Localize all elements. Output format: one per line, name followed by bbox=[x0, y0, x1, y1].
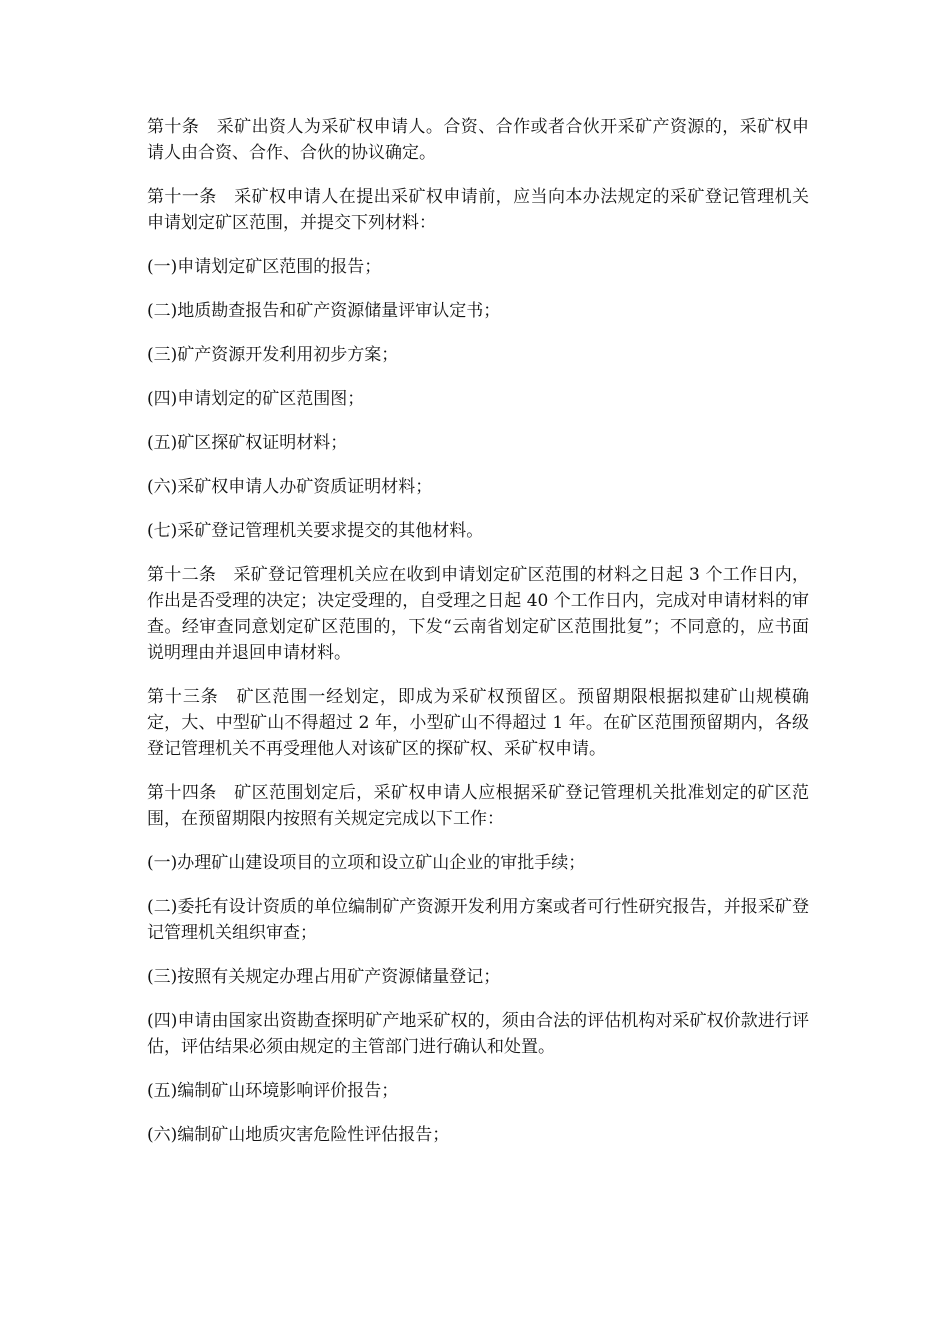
article-14-item-4: (四)申请由国家出资勘查探明矿产地采矿权的，须由合法的评估机构对采矿权价款进行评估，评估结果必须由规定的主管部门进行确认和处置。 bbox=[147, 1011, 809, 1057]
article-11-item-2: (二)地质勘查报告和矿产资源储量评审认定书； bbox=[147, 301, 501, 321]
document-body bbox=[147, 114, 809, 1166]
article-11-item-6: (六)采矿权申请人办矿资质证明材料； bbox=[147, 477, 433, 497]
article-11-item-5: (五)矿区探矿权证明材料； bbox=[147, 433, 348, 453]
article-14-item-2: (二)委托有设计资质的单位编制矿产资源开发利用方案或者可行性研究报告，并报采矿登记管理机关组织审查； bbox=[147, 897, 809, 943]
article-11-item-3: (三)矿产资源开发利用初步方案； bbox=[147, 345, 399, 365]
article-14-item-5: (五)编制矿山环境影响评价报告； bbox=[147, 1081, 399, 1101]
article-11-item-7: (七)采矿登记管理机关要求提交的其他材料。 bbox=[147, 521, 484, 541]
article-14-item-1: (一)办理矿山建设项目的立项和设立矿山企业的审批手续； bbox=[147, 853, 586, 873]
article-12: 第十二条 采矿登记管理机关应在收到申请划定矿区范围的材料之日起 3 个工作日内，作出是否受理的决定；决定受理的，自受理之日起 40 个工作日内，完成对申请材料的审查。经审查同意划定矿区范围的，下发“云南省划定矿区范围批复”；不同意的，应书面说明理由并退回申请材料。 bbox=[147, 565, 809, 663]
article-10: 第十条 采矿出资人为采矿权申请人。合资、合作或者合伙开采矿产资源的，采矿权申请人由合资、合作、合伙的协议确定。 bbox=[147, 117, 809, 163]
article-14-item-6: (六)编制矿山地质灾害危险性评估报告； bbox=[147, 1125, 450, 1145]
article-11-item-1: (一)申请划定矿区范围的报告； bbox=[147, 257, 382, 277]
article-11: 第十一条 采矿权申请人在提出采矿权申请前，应当向本办法规定的采矿登记管理机关申请划定矿区范围，并提交下列材料： bbox=[147, 187, 809, 233]
article-11-item-4: (四)申请划定的矿区范围图； bbox=[147, 389, 365, 409]
article-13: 第十三条 矿区范围一经划定，即成为采矿权预留区。预留期限根据拟建矿山规模确定，大、中型矿山不得超过 2 年，小型矿山不得超过 1 年。在矿区范围预留期内，各级登记管理机关不再受理他人对该矿区的探矿权、采矿权申请。 bbox=[147, 687, 809, 759]
article-14: 第十四条 矿区范围划定后，采矿权申请人应根据采矿登记管理机关批准划定的矿区范围，在预留期限内按照有关规定完成以下工作： bbox=[147, 783, 809, 829]
article-14-item-3: (三)按照有关规定办理占用矿产资源储量登记； bbox=[147, 967, 501, 987]
